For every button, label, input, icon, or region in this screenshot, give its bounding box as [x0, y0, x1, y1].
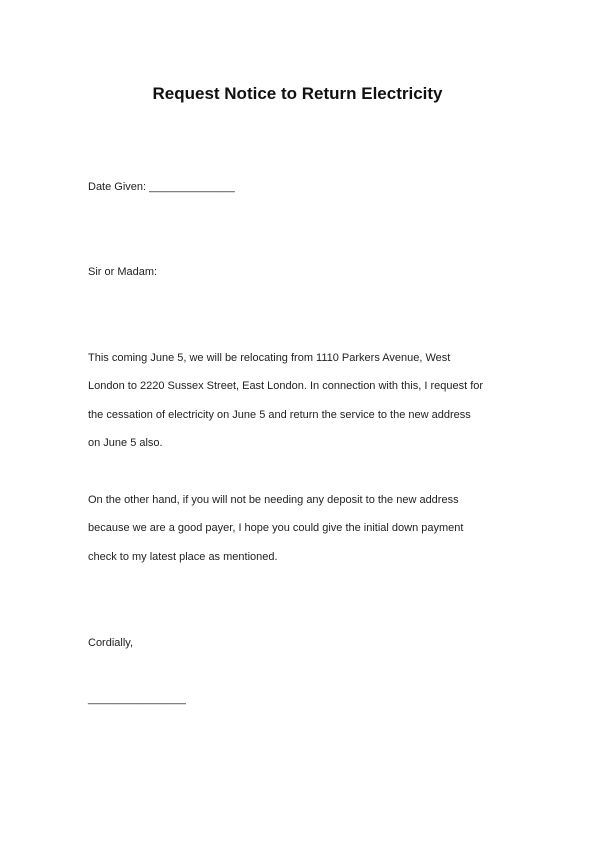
- letter-title: Request Notice to Return Electricity: [152, 84, 443, 103]
- date-given-line: Date Given: ______________: [88, 181, 235, 193]
- paragraph-2-line-1: On the other hand, if you will not be needing any deposit to the new address: [88, 494, 459, 506]
- paragraph-1-line-4: on June 5 also.: [88, 437, 163, 449]
- closing: Cordially,: [88, 637, 134, 649]
- salutation: Sir or Madam:: [88, 266, 158, 278]
- signature-line: ________________: [88, 693, 186, 705]
- paragraph-1-line-2: London to 2220 Sussex Street, East London. In connection with this, I request for: [88, 380, 484, 392]
- paragraph-2-line-3: check to my latest place as mentioned.: [88, 551, 278, 563]
- paragraph-1-line-1: This coming June 5, we will be relocating from 1110 Parkers Avenue, West: [88, 352, 451, 364]
- paragraph-2-line-2: because we are a good payer, I hope you could give the initial down payment: [88, 522, 464, 534]
- paragraph-1-line-3: the cessation of electricity on June 5 and return the service to the new address: [88, 409, 471, 421]
